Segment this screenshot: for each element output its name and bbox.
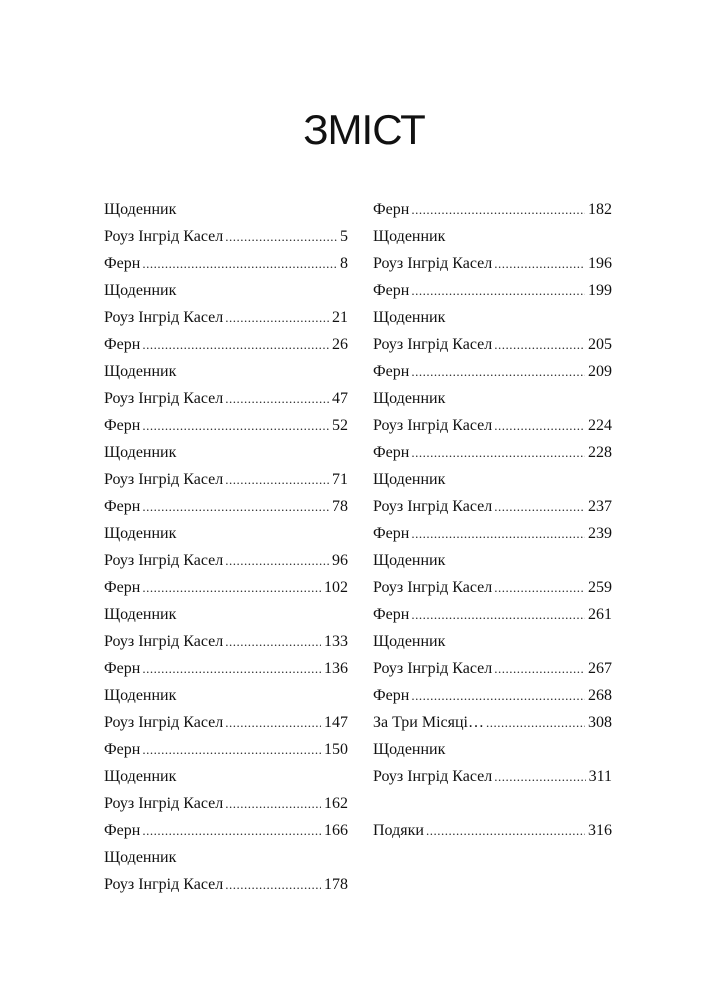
- toc-section-heading-label: Щоденник: [104, 282, 177, 299]
- toc-dot-leader: [411, 601, 585, 628]
- toc-section-heading-label: Щоденник: [373, 228, 446, 245]
- toc-section-heading-label: Щоденник: [373, 309, 446, 326]
- toc-entry-page-number: 308: [588, 714, 612, 731]
- toc-entry-page-number: 47: [332, 390, 348, 407]
- toc-entry: [373, 601, 612, 628]
- toc-entry-title: Роуз Інгрід Касел: [373, 498, 493, 515]
- toc-entry-title: Роуз Інгрід Касел: [104, 876, 224, 893]
- toc-entry-title: Роуз Інгрід Касел: [104, 633, 224, 650]
- toc-dot-leader: [494, 574, 585, 601]
- toc-entry: [373, 709, 612, 736]
- toc-entry-title: Ферн: [104, 579, 141, 596]
- toc-entry: [104, 817, 348, 844]
- toc-section-heading: [373, 628, 612, 655]
- toc-section-heading: [104, 196, 348, 223]
- toc-dot-leader: [142, 250, 337, 277]
- toc-dot-leader: [411, 277, 585, 304]
- toc-section-heading: [104, 601, 348, 628]
- toc-entry: [104, 466, 348, 493]
- toc-entry: [373, 655, 612, 682]
- toc-section-heading-label: Щоденник: [373, 741, 446, 758]
- toc-entry-page-number: 182: [588, 201, 612, 218]
- toc-entry: [373, 574, 612, 601]
- toc-entry-title: Роуз Інгрід Касел: [104, 552, 224, 569]
- toc-entry-page-number: 196: [588, 255, 612, 272]
- toc-entry-title: Роуз Інгрід Касел: [373, 579, 493, 596]
- toc-entry-title: Ферн: [373, 525, 410, 542]
- toc-entry-title: Роуз Інгрід Касел: [373, 255, 493, 272]
- toc-entry: [104, 331, 348, 358]
- toc-entry: [373, 358, 612, 385]
- toc-dot-leader: [494, 655, 585, 682]
- toc-dot-leader: [494, 331, 585, 358]
- toc-dot-leader: [142, 655, 321, 682]
- toc-entry: [104, 628, 348, 655]
- toc-dot-leader: [142, 736, 321, 763]
- toc-entry-page-number: 268: [588, 687, 612, 704]
- toc-section-heading: [373, 466, 612, 493]
- toc-entry-page-number: 239: [588, 525, 612, 542]
- toc-section-heading: [104, 520, 348, 547]
- toc-entry-title: Ферн: [373, 606, 410, 623]
- toc-dot-leader: [225, 547, 329, 574]
- toc-entry-page-number: 261: [588, 606, 612, 623]
- toc-entry-title: Ферн: [373, 282, 410, 299]
- toc-entry: [104, 250, 348, 277]
- toc-entry-title: Ферн: [104, 336, 141, 353]
- toc-spacer: [373, 790, 612, 817]
- toc-dot-leader: [411, 358, 585, 385]
- toc-entry: [373, 439, 612, 466]
- toc-entry-title: Ферн: [104, 498, 141, 515]
- toc-entry-title: Роуз Інгрід Касел: [373, 768, 493, 785]
- toc-entry-page-number: 259: [588, 579, 612, 596]
- toc-dot-leader: [142, 574, 321, 601]
- toc-section-heading-label: Щоденник: [104, 606, 177, 623]
- toc-dot-leader: [142, 331, 329, 358]
- toc-entry-title: Ферн: [104, 741, 141, 758]
- toc-entry: [104, 709, 348, 736]
- toc-entry-title: Роуз Інгрід Касел: [104, 390, 224, 407]
- toc-entry: [373, 763, 612, 790]
- toc-dot-leader: [225, 790, 321, 817]
- toc-section-heading: [373, 736, 612, 763]
- toc-entry: [373, 520, 612, 547]
- toc-section-heading-label: Щоденник: [104, 444, 177, 461]
- toc-entry: [104, 493, 348, 520]
- toc-entry-title: Роуз Інгрід Касел: [104, 714, 224, 731]
- toc-entry-page-number: 205: [588, 336, 612, 353]
- toc-entry-title: Ферн: [104, 255, 141, 272]
- toc-entry: [104, 790, 348, 817]
- toc-entry-page-number: 52: [332, 417, 348, 434]
- toc-section-heading: [373, 304, 612, 331]
- toc-dot-leader: [494, 763, 585, 790]
- toc-dot-leader: [411, 520, 585, 547]
- toc-entry-page-number: 96: [332, 552, 348, 569]
- toc-entry-title: Роуз Інгрід Касел: [373, 660, 493, 677]
- toc-entry-page-number: 162: [324, 795, 348, 812]
- toc-entry: [373, 817, 612, 844]
- toc-section-heading: [104, 358, 348, 385]
- toc-right-column: [373, 196, 612, 844]
- toc-entry-page-number: 133: [324, 633, 348, 650]
- toc-entry-page-number: 26: [332, 336, 348, 353]
- toc-entry-page-number: 21: [332, 309, 348, 326]
- toc-entry-title: Ферн: [104, 822, 141, 839]
- toc-section-heading-label: Щоденник: [104, 768, 177, 785]
- toc-dot-leader: [225, 628, 321, 655]
- toc-section-heading-label: Щоденник: [373, 390, 446, 407]
- toc-entry: [104, 304, 348, 331]
- toc-entry-page-number: 267: [588, 660, 612, 677]
- toc-dot-leader: [225, 223, 337, 250]
- toc-entry: [373, 412, 612, 439]
- toc-dot-leader: [225, 709, 321, 736]
- toc-entry-page-number: 178: [324, 876, 348, 893]
- toc-section-heading: [104, 439, 348, 466]
- toc-dot-leader: [225, 466, 329, 493]
- toc-entry: [373, 277, 612, 304]
- toc-entry-page-number: 78: [332, 498, 348, 515]
- toc-dot-leader: [411, 682, 585, 709]
- toc-entry: [373, 250, 612, 277]
- toc-section-heading-label: Щоденник: [104, 687, 177, 704]
- toc-entry: [104, 223, 348, 250]
- toc-dot-leader: [142, 412, 329, 439]
- toc-entry-page-number: 311: [588, 768, 612, 785]
- toc-section-heading-label: Щоденник: [104, 849, 177, 866]
- toc-entry-page-number: 102: [324, 579, 348, 596]
- toc-left-column: [104, 196, 348, 898]
- toc-dot-leader: [225, 304, 329, 331]
- toc-section-heading-label: Щоденник: [373, 471, 446, 488]
- toc-section-heading-label: Щоденник: [104, 525, 177, 542]
- toc-entry: [104, 547, 348, 574]
- toc-section-heading: [104, 844, 348, 871]
- toc-section-heading: [373, 223, 612, 250]
- toc-entry-page-number: 71: [332, 471, 348, 488]
- toc-entry-title: Ферн: [373, 201, 410, 218]
- toc-dot-leader: [494, 250, 585, 277]
- toc-entry-title: Роуз Інгрід Касел: [373, 417, 493, 434]
- toc-dot-leader: [142, 493, 329, 520]
- toc-entry-title: Роуз Інгрід Касел: [104, 795, 224, 812]
- toc-entry-title: Роуз Інгрід Касел: [104, 309, 224, 326]
- toc-dot-leader: [225, 385, 329, 412]
- toc-entry-title: Ферн: [104, 660, 141, 677]
- toc-dot-leader: [142, 817, 321, 844]
- toc-entry-title: Роуз Інгрід Касел: [104, 471, 224, 488]
- toc-dot-leader: [411, 439, 585, 466]
- toc-entry: [104, 871, 348, 898]
- toc-entry-title: Ферн: [373, 363, 410, 380]
- toc-entry-title: Ферн: [373, 687, 410, 704]
- toc-dot-leader: [494, 493, 585, 520]
- toc-entry-page-number: 8: [340, 255, 348, 272]
- toc-entry-page-number: 316: [588, 822, 612, 839]
- toc-entry-page-number: 199: [588, 282, 612, 299]
- toc-section-heading: [104, 763, 348, 790]
- toc-entry-page-number: 237: [588, 498, 612, 515]
- toc-entry: [104, 412, 348, 439]
- toc-entry: [104, 655, 348, 682]
- toc-entry-page-number: 147: [324, 714, 348, 731]
- page-title: ЗМІСТ: [303, 106, 425, 153]
- toc-entry: [104, 574, 348, 601]
- toc-entry-page-number: 5: [340, 228, 348, 245]
- toc-section-heading: [373, 385, 612, 412]
- toc-entry: [104, 736, 348, 763]
- toc-entry-page-number: 228: [588, 444, 612, 461]
- toc-entry: [104, 385, 348, 412]
- toc-dot-leader: [411, 196, 585, 223]
- toc-section-heading: [373, 547, 612, 574]
- toc-entry-title: Роуз Інгрід Касел: [104, 228, 224, 245]
- toc-entry: [373, 493, 612, 520]
- toc-section-heading-label: Щоденник: [104, 201, 177, 218]
- toc-entry-title: Ферн: [104, 417, 141, 434]
- toc-entry-title: Подяки: [373, 822, 424, 839]
- toc-entry-page-number: 166: [324, 822, 348, 839]
- toc-dot-leader: [426, 817, 585, 844]
- toc-entry-page-number: 209: [588, 363, 612, 380]
- toc-section-heading-label: Щоденник: [104, 363, 177, 380]
- toc-dot-leader: [494, 412, 585, 439]
- toc-entry-page-number: 224: [588, 417, 612, 434]
- toc-entry: [373, 331, 612, 358]
- toc-section-heading-label: Щоденник: [373, 633, 446, 650]
- toc-entry: [373, 682, 612, 709]
- toc-section-heading: [104, 277, 348, 304]
- toc-section-heading-label: Щоденник: [373, 552, 446, 569]
- toc-entry-title: За Три Місяці…: [373, 714, 484, 731]
- toc-dot-leader: [486, 709, 585, 736]
- toc-entry: [373, 196, 612, 223]
- toc-section-heading: [104, 682, 348, 709]
- toc-entry-title: Ферн: [373, 444, 410, 461]
- toc-entry-page-number: 150: [324, 741, 348, 758]
- toc-dot-leader: [225, 871, 321, 898]
- toc-entry-title: Роуз Інгрід Касел: [373, 336, 493, 353]
- toc-entry-page-number: 136: [324, 660, 348, 677]
